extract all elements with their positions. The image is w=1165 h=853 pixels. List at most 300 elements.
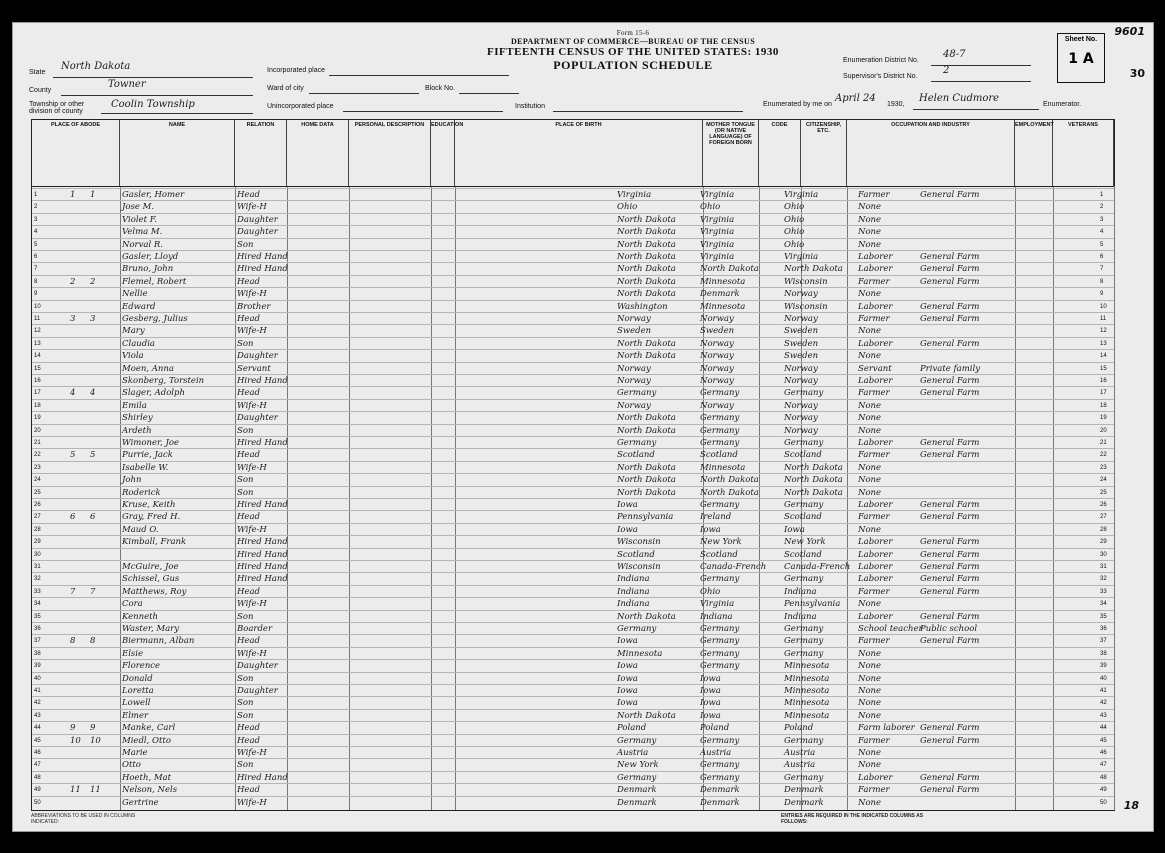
family-number — [90, 474, 106, 486]
birthplace-father: Virginia — [700, 252, 735, 262]
relation: Son — [237, 475, 254, 486]
row-number: 42 — [34, 700, 41, 707]
industry: General Farm — [920, 276, 980, 287]
family-number: 2 — [90, 276, 96, 287]
row-number-right: 2 — [1100, 204, 1104, 211]
family-number: 3 — [90, 314, 96, 324]
birthplace-mother: Minnesota — [784, 686, 830, 696]
industry: General Farm — [920, 190, 980, 200]
occupation: Laborer — [858, 376, 893, 386]
row-number: 21 — [34, 440, 41, 446]
birthplace-mother: Austria — [784, 760, 816, 771]
occupation: None — [858, 487, 882, 498]
row-number: 23 — [34, 464, 41, 471]
industry: General Farm — [920, 301, 980, 312]
row-number: 24 — [34, 477, 41, 484]
binding-hole — [2, 120, 11, 129]
dwelling-number — [70, 214, 84, 226]
birthplace-person: North Dakota — [617, 264, 676, 275]
row-number: 33 — [34, 588, 41, 595]
occupation: Laborer — [858, 574, 893, 585]
family-number — [90, 660, 106, 672]
row-number-right: 30 — [1100, 551, 1107, 558]
family-number: 8 — [90, 636, 96, 647]
industry: General Farm — [920, 252, 980, 262]
column-header: CITIZENSHIP, ETC. — [801, 120, 847, 186]
birthplace-person: Wisconsin — [617, 562, 661, 572]
industry: General Farm — [920, 500, 980, 510]
birthplace-father: Iowa — [700, 673, 721, 684]
industry — [920, 598, 998, 610]
birthplace-father: Germany — [700, 648, 740, 659]
birthplace-person: Austria — [617, 748, 649, 758]
family-number — [90, 251, 106, 263]
birthplace-person: Iowa — [617, 636, 638, 647]
person-name: Velma M. — [122, 227, 163, 238]
row-number-right: 15 — [1100, 365, 1107, 372]
row-number: 47 — [34, 762, 41, 769]
occupation: None — [858, 748, 882, 758]
occupation: None — [858, 227, 882, 238]
birthplace-mother: Germany — [784, 624, 824, 634]
relation: Wife-H — [237, 400, 267, 411]
occupation: Laborer — [858, 549, 893, 560]
dwelling-number — [70, 598, 84, 610]
occupation: Farmer — [858, 190, 890, 200]
column-header: NAME — [120, 120, 235, 186]
dwelling-number — [70, 660, 84, 672]
relation: Servant — [237, 363, 271, 374]
birthplace-mother: Germany — [784, 574, 824, 585]
family-number: 1 — [90, 190, 96, 200]
family-number — [90, 412, 106, 424]
birthplace-father: Minnesota — [700, 301, 746, 312]
birthplace-mother: Indiana — [784, 586, 817, 597]
relation: Wife-H — [237, 524, 267, 535]
person-name: John — [122, 475, 142, 486]
supervisor-label: Supervisor's District No. — [843, 73, 918, 80]
dwelling-number — [70, 412, 84, 424]
relation: Hired Hand — [237, 500, 288, 510]
birthplace-father: Norway — [700, 400, 734, 411]
birthplace-father: Denmark — [700, 289, 740, 300]
dwelling-number: 6 — [70, 512, 76, 523]
industry — [920, 462, 998, 474]
relation: Hired Hand — [237, 252, 288, 262]
occupation: Laborer — [858, 611, 893, 622]
row-number: 12 — [34, 328, 41, 335]
header-divider — [32, 186, 1114, 187]
dwelling-number — [70, 697, 84, 709]
relation: Hired Hand — [237, 376, 288, 386]
family-number — [90, 648, 106, 660]
industry: General Farm — [920, 636, 980, 647]
family-number: 9 — [90, 723, 96, 734]
birthplace-person: North Dakota — [617, 611, 676, 622]
table-row — [32, 399, 1114, 412]
occupation: None — [858, 425, 882, 436]
row-number-right: 4 — [1100, 229, 1104, 236]
family-number — [90, 338, 106, 350]
table-row — [32, 783, 1114, 796]
industry: General Farm — [920, 438, 980, 448]
table-row — [32, 337, 1114, 350]
family-number: 11 — [90, 785, 101, 796]
row-number-right: 5 — [1100, 241, 1104, 248]
birthplace-person: North Dakota — [617, 338, 676, 349]
county-underline — [61, 95, 253, 96]
form-number: Form 15-6 — [616, 29, 650, 37]
relation: Wife-H — [237, 599, 267, 610]
birthplace-mother: North Dakota — [784, 264, 843, 275]
birthplace-mother: Minnesota — [784, 661, 830, 672]
row-number-right: 19 — [1100, 415, 1107, 422]
birthplace-mother: Denmark — [784, 785, 824, 796]
birthplace-mother: Ohio — [784, 227, 805, 238]
relation: Hired Hand — [237, 574, 288, 585]
dwelling-number — [70, 573, 84, 585]
person-name: Hoeth, Mat — [122, 772, 172, 783]
table-row — [32, 312, 1114, 325]
dwelling-number — [70, 772, 84, 784]
county-label: County — [29, 87, 52, 94]
industry — [920, 797, 998, 809]
row-number-right: 32 — [1100, 576, 1107, 583]
row-number: 6 — [34, 254, 38, 260]
birthplace-person: Germany — [617, 772, 657, 783]
birthplace-father: Virginia — [700, 599, 735, 610]
binding-hole — [2, 330, 11, 339]
row-number: 18 — [34, 402, 41, 409]
family-number — [90, 239, 106, 251]
relation: Daughter — [237, 227, 278, 238]
block-label: Block No. — [425, 85, 455, 92]
row-number-right: 33 — [1100, 588, 1107, 595]
table-row — [32, 647, 1114, 660]
birthplace-father: Denmark — [700, 797, 740, 808]
row-number: 10 — [34, 303, 41, 310]
table-row — [32, 448, 1114, 461]
relation: Boarder — [237, 624, 273, 634]
person-name: Donald — [122, 673, 153, 684]
occupation: None — [858, 462, 882, 473]
row-number-right: 23 — [1100, 464, 1107, 471]
person-name: Emila — [122, 400, 147, 411]
dwelling-number — [70, 797, 84, 809]
industry — [920, 697, 998, 709]
table-row — [32, 610, 1114, 623]
person-name: Gertrine — [122, 797, 159, 808]
birthplace-mother: Sweden — [784, 351, 819, 362]
person-name: Kimball, Frank — [122, 537, 187, 548]
birthplace-mother: Scotland — [784, 450, 822, 461]
industry: General Farm — [920, 723, 980, 734]
relation: Wife-H — [237, 748, 267, 758]
birthplace-person: Germany — [617, 624, 657, 634]
birthplace-mother: Germany — [784, 735, 824, 746]
row-number: 29 — [34, 539, 41, 546]
birthplace-mother: Ohio — [784, 214, 805, 225]
enumerated-label: Enumerated by me on — [763, 101, 832, 108]
birthplace-person: Germany — [617, 438, 657, 448]
birthplace-mother: Virginia — [784, 252, 819, 262]
industry: General Farm — [920, 735, 980, 746]
person-name: Nelson, Nels — [122, 785, 178, 796]
township-underline — [101, 113, 253, 114]
table-row — [32, 436, 1114, 449]
row-number-right: 12 — [1100, 328, 1107, 335]
occupation: None — [858, 760, 882, 771]
row-number: 9 — [34, 291, 38, 298]
birthplace-person: North Dakota — [617, 462, 676, 473]
table-row — [32, 213, 1114, 226]
row-number: 5 — [34, 241, 38, 248]
relation: Hired Hand — [237, 438, 288, 448]
family-number — [90, 772, 106, 784]
person-name: Elsie — [122, 648, 144, 659]
row-number-right: 43 — [1100, 712, 1107, 719]
birthplace-person: Indiana — [617, 599, 650, 610]
row-number: 2 — [34, 204, 38, 211]
occupation: None — [858, 214, 882, 225]
enum-district-value: 48-7 — [943, 49, 966, 60]
birthplace-person: Iowa — [617, 673, 638, 684]
table-row — [32, 324, 1114, 337]
occupation: Farmer — [858, 785, 890, 796]
dwelling-number — [70, 325, 84, 337]
dwelling-number — [70, 363, 84, 375]
birthplace-mother: Wisconsin — [784, 301, 828, 312]
enumerator-suffix: Enumerator. — [1043, 101, 1082, 108]
family-number — [90, 536, 106, 548]
row-number-right: 45 — [1100, 737, 1107, 744]
enumerator-name: Helen Cudmore — [919, 93, 1000, 104]
footer-abbrev: ABBREVIATIONS TO BE USED IN COLUMNS INDICATED: — [31, 813, 136, 825]
row-number: 38 — [34, 650, 41, 657]
census-title: FIFTEENTH CENSUS OF THE UNITED STATES: 1930 — [487, 46, 779, 58]
occupation: Servant — [858, 363, 892, 374]
birthplace-mother: North Dakota — [784, 475, 843, 486]
page-right-number: 30 — [1129, 67, 1145, 80]
relation: Head — [237, 450, 260, 461]
relation: Son — [237, 611, 254, 622]
birthplace-mother: Minnesota — [784, 673, 830, 684]
birthplace-father: Germany — [700, 438, 740, 448]
dwelling-number — [70, 524, 84, 536]
column-header: PERSONAL DESCRIPTION — [349, 120, 431, 186]
binding-hole — [2, 760, 11, 769]
family-number — [90, 425, 106, 437]
row-number: 39 — [34, 663, 41, 670]
industry: General Farm — [920, 512, 980, 523]
sheet-number — [1058, 51, 1104, 67]
industry — [920, 400, 998, 412]
family-number — [90, 797, 106, 809]
column-header: CODE — [759, 120, 801, 186]
birthplace-person: Iowa — [617, 661, 638, 672]
industry: General Farm — [920, 785, 980, 796]
person-name: Miedl, Otto — [122, 735, 171, 746]
industry: General Farm — [920, 574, 980, 585]
row-number-right: 27 — [1100, 514, 1107, 521]
row-number: 45 — [34, 737, 41, 744]
row-number: 36 — [34, 626, 41, 632]
table-row — [32, 510, 1114, 523]
sheet-number-box — [1057, 33, 1105, 83]
row-number-right: 48 — [1100, 774, 1107, 781]
person-name: Slager, Adolph — [122, 388, 185, 399]
industry: General Farm — [920, 314, 980, 324]
row-number-right: 3 — [1100, 216, 1104, 223]
industry — [920, 412, 998, 424]
person-name: Mary — [122, 326, 145, 337]
relation: Brother — [237, 301, 271, 312]
enumerated-year: 1930, — [887, 101, 905, 108]
birthplace-mother: Norway — [784, 400, 818, 411]
birthplace-father: Iowa — [700, 698, 721, 709]
dwelling-number — [70, 759, 84, 771]
dwelling-number — [70, 623, 84, 635]
row-number: 25 — [34, 489, 41, 496]
industry: General Farm — [920, 264, 980, 275]
birthplace-mother: Norway — [784, 376, 818, 386]
occupation: None — [858, 698, 882, 709]
table-row — [32, 721, 1114, 734]
birthplace-person: Poland — [617, 723, 647, 734]
birthplace-mother: Norway — [784, 425, 818, 436]
dwelling-number — [70, 226, 84, 238]
birthplace-father: Scotland — [700, 450, 738, 461]
birthplace-mother: Sweden — [784, 326, 819, 337]
enum-district-label: Enumeration District No. — [843, 57, 919, 64]
birthplace-father: Ohio — [700, 202, 721, 213]
birthplace-person: Indiana — [617, 586, 650, 597]
industry — [920, 685, 998, 697]
birthplace-person: Iowa — [617, 500, 638, 510]
birthplace-person: Virginia — [617, 190, 652, 200]
relation: Head — [237, 314, 260, 324]
family-number — [90, 462, 106, 474]
dwelling-number: 4 — [70, 388, 76, 399]
relation: Head — [237, 512, 260, 523]
industry — [920, 201, 998, 213]
birthplace-father: Iowa — [700, 686, 721, 696]
family-number — [90, 201, 106, 213]
birthplace-father: Germany — [700, 772, 740, 783]
dwelling-number — [70, 301, 84, 313]
birthplace-mother: Wisconsin — [784, 276, 828, 287]
birthplace-mother: Denmark — [784, 797, 824, 808]
row-number: 17 — [34, 390, 41, 397]
birthplace-person: Scotland — [617, 549, 655, 560]
occupation: None — [858, 326, 882, 337]
birthplace-person: Washington — [617, 301, 668, 312]
binding-hole — [2, 540, 11, 549]
row-number-right: 49 — [1100, 787, 1107, 794]
occupation: None — [858, 351, 882, 362]
relation: Son — [237, 239, 254, 250]
row-number: 26 — [34, 502, 41, 508]
industry: General Farm — [920, 450, 980, 461]
table-row — [32, 262, 1114, 275]
person-name: Moen, Anna — [122, 363, 174, 374]
row-number-right: 39 — [1100, 663, 1107, 670]
person-name: Otto — [122, 760, 141, 771]
industry — [920, 487, 998, 499]
birthplace-father: Norway — [700, 363, 734, 374]
person-name: Purrie, Jack — [122, 450, 173, 461]
table-row — [32, 374, 1114, 387]
birthplace-mother: Germany — [784, 388, 824, 399]
row-number: 8 — [34, 278, 38, 285]
row-number: 22 — [34, 452, 41, 459]
population-table — [31, 119, 1115, 811]
birthplace-mother: Ohio — [784, 202, 805, 213]
row-number-right: 31 — [1100, 564, 1107, 570]
birthplace-father: Ireland — [700, 512, 732, 523]
occupation: Laborer — [858, 301, 893, 312]
ward-underline — [309, 93, 419, 94]
incorporated-underline — [329, 75, 509, 76]
family-number — [90, 437, 106, 449]
table-row — [32, 386, 1114, 399]
dwelling-number: 1 — [70, 190, 76, 200]
family-number — [90, 697, 106, 709]
industry — [920, 474, 998, 486]
occupation: None — [858, 661, 882, 672]
institution-label: Institution — [515, 103, 545, 110]
birthplace-person: North Dakota — [617, 289, 676, 300]
table-row — [32, 622, 1114, 635]
birthplace-father: Germany — [700, 636, 740, 647]
person-name: Skonberg, Torstein — [122, 376, 205, 386]
industry — [920, 673, 998, 685]
occupation: Farm laborer — [858, 723, 915, 734]
birthplace-father: Germany — [700, 624, 740, 634]
industry: Private family — [920, 363, 981, 374]
dwelling-number: 5 — [70, 450, 76, 461]
family-number: 5 — [90, 450, 96, 461]
table-row — [32, 746, 1114, 759]
row-number-right: 6 — [1100, 254, 1104, 260]
dwelling-number — [70, 499, 84, 511]
row-number-right: 50 — [1100, 799, 1107, 806]
family-number — [90, 598, 106, 610]
row-number: 50 — [34, 799, 41, 806]
row-number: 32 — [34, 576, 41, 583]
industry — [920, 350, 998, 362]
row-number-right: 37 — [1100, 638, 1107, 645]
dwelling-number — [70, 350, 84, 362]
block-underline — [459, 93, 519, 94]
column-header: PLACE OF BIRTH — [455, 120, 703, 186]
row-number: 40 — [34, 675, 41, 682]
row-number-right: 22 — [1100, 452, 1107, 459]
industry: General Farm — [920, 586, 980, 597]
row-number: 4 — [34, 229, 38, 236]
birthplace-father: North Dakota — [700, 475, 759, 486]
occupation: School teacher — [858, 624, 923, 634]
person-name: Gasler, Homer — [122, 190, 185, 200]
industry: Public school — [920, 624, 978, 634]
birthplace-father: Virginia — [700, 190, 735, 200]
birthplace-person: Wisconsin — [617, 537, 661, 548]
occupation: Farmer — [858, 586, 890, 597]
column-header: PLACE OF ABODE — [32, 120, 120, 186]
table-row — [32, 473, 1114, 486]
occupation: Farmer — [858, 388, 890, 399]
birthplace-person: Norway — [617, 363, 651, 374]
